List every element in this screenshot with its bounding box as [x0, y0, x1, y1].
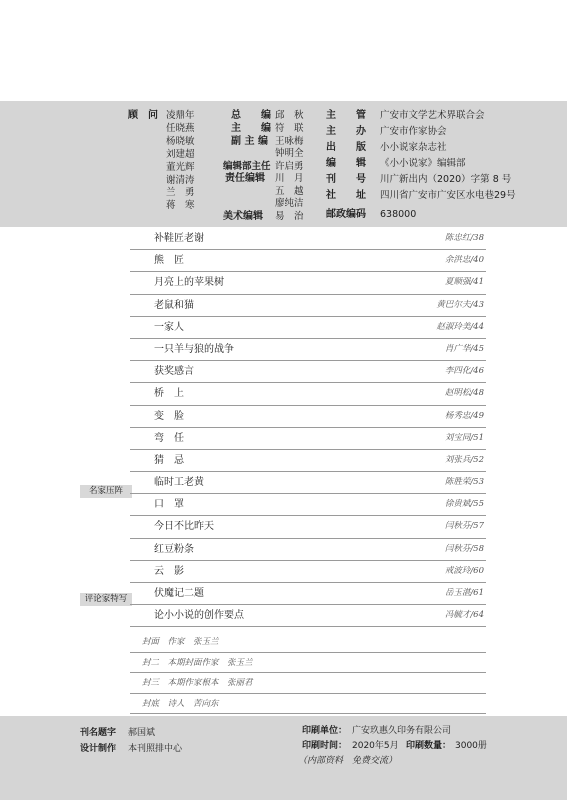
toc-author-page: 刘宝同/51: [444, 432, 484, 443]
info-value: 广安市作家协会: [380, 126, 447, 137]
cover-credit: 封底 诗人 苦向东: [130, 694, 486, 715]
toc-title: 获奖感言: [154, 366, 194, 378]
table-of-contents: [130, 228, 486, 627]
toc-author-page: 闫秋芬/58: [444, 543, 484, 554]
masthead: [0, 101, 567, 227]
role-name: 易 治: [275, 211, 304, 222]
advisor-label: 顾 问: [128, 110, 158, 121]
toc-author-page: 赵明松/48: [444, 388, 484, 399]
role-name: 王咏梅: [275, 136, 304, 147]
advisor-name: 谢清涛: [166, 174, 195, 186]
toc-item[interactable]: [130, 450, 486, 472]
toc-title: 论小小说的创作要点: [154, 610, 244, 622]
advisor-name: 凌鼎年: [166, 110, 195, 121]
role-label: 主 编: [231, 123, 271, 134]
toc-item[interactable]: [130, 583, 486, 605]
toc-title: 一只羊与狼的战争: [154, 343, 234, 355]
info-label: 主 管: [326, 110, 366, 121]
role-name: 廖纯洁: [275, 198, 304, 209]
toc-author-page: 刘张兵/52: [444, 454, 484, 465]
toc-author-page: 徐贵斌/55: [444, 499, 484, 510]
toc-author-page: 陈忠红/38: [444, 233, 484, 243]
advisor-name: 任晓燕: [166, 122, 195, 134]
toc-title: 临时工老黄: [154, 477, 204, 489]
print-time-value: 2020年5月: [352, 741, 399, 751]
toc-author-page: 岳玉湛/61: [444, 588, 484, 598]
toc-title: 红豆粉条: [154, 543, 194, 555]
info-label: 社 址: [326, 190, 366, 201]
toc-item[interactable]: [130, 605, 486, 627]
info-value: 广安市文学艺术界联合会: [380, 110, 485, 121]
toc-title: 今日不比昨天: [154, 521, 214, 533]
toc-author-page: 黄巴尔夫/43: [436, 299, 484, 310]
advisor-name: 蒋 寒: [166, 200, 195, 212]
advisor-name: 董光辉: [166, 161, 195, 173]
role-label: 编辑部主任: [223, 161, 271, 172]
toc-author-page: 闫秋芬/57: [444, 521, 484, 532]
toc-author-page: 夏顺强/41: [444, 277, 484, 288]
toc-item[interactable]: [130, 295, 486, 317]
toc-item[interactable]: [130, 339, 486, 361]
toc-item[interactable]: [130, 272, 486, 294]
toc-author-page: 肖广华/45: [444, 343, 484, 354]
title-inscription-value: 郝国斌: [128, 728, 156, 738]
print-time-label: 印刷时间：: [302, 741, 348, 751]
toc-author-page: 冯毓才/64: [444, 610, 484, 621]
toc-author-page: 李四化/46: [444, 366, 484, 377]
info-value: 《小小说家》编辑部: [380, 158, 466, 169]
info-value: 小小说家杂志社: [380, 142, 447, 153]
design-label: 设计制作: [80, 744, 117, 754]
toc-author-page: 杨秀忠/49: [444, 410, 484, 421]
toc-title: 老鼠和猫: [154, 299, 194, 311]
toc-author-page: 余洪忠/40: [444, 255, 484, 266]
print-qty-label: 印刷数量：: [406, 741, 452, 751]
cover-credit: 封二 本期封面作家 张玉兰: [130, 653, 486, 674]
advisor-list: [166, 110, 195, 213]
toc-item[interactable]: [130, 250, 486, 272]
toc-item[interactable]: [130, 494, 486, 516]
toc-item[interactable]: [130, 406, 486, 428]
toc-item[interactable]: [130, 428, 486, 450]
role-name: 邱 秋: [275, 110, 304, 121]
toc-title: 桥 上: [154, 388, 184, 400]
toc-author-page: 陈胜荣/53: [444, 477, 484, 488]
toc-title: 弯 任: [154, 432, 184, 444]
cover-credits: [130, 632, 486, 714]
role-name: 钟明全: [275, 148, 304, 159]
toc-title: 猜 忌: [154, 454, 184, 466]
info-value: 四川省广安市广安区水电巷29号: [380, 190, 516, 201]
advisor-name: 刘建超: [166, 148, 195, 160]
info-label: 主 办: [326, 126, 366, 137]
cover-credit: 封三 本期作家根本 张丽君: [130, 673, 486, 694]
toc-title: 伏魔记二题: [154, 588, 204, 599]
role-name: 五 越: [275, 186, 304, 197]
role-name: 许启勇: [275, 161, 304, 172]
print-unit-label: 印刷单位：: [302, 726, 348, 736]
toc-title: 补鞋匠老谢: [154, 233, 204, 244]
toc-title: 月亮上的苹果树: [154, 277, 224, 289]
role-label: 总 编: [231, 110, 271, 121]
toc-item[interactable]: [130, 228, 486, 250]
advisor-name: 兰 勇: [166, 187, 195, 199]
title-inscription-label: 刊名题字: [80, 728, 117, 738]
print-qty-value: 3000册: [455, 741, 487, 751]
info-label: 编 辑: [326, 158, 366, 169]
info-label: 出 版: [326, 142, 366, 153]
role-label: 美术编辑: [223, 211, 263, 222]
info-label: 邮政编码: [326, 209, 366, 220]
design-value: 本刊照排中心: [128, 744, 183, 754]
toc-item[interactable]: [130, 561, 486, 583]
cover-credit: 封面 作家 张玉兰: [130, 632, 486, 653]
footer: [0, 716, 567, 800]
toc-title: 熊 匠: [154, 255, 184, 267]
toc-title: 口 罩: [154, 499, 184, 511]
category-famous: 名家压阵: [80, 485, 132, 498]
info-label: 刊 号: [326, 174, 366, 185]
print-unit-value: 广安玖惠久印务有限公司: [352, 726, 452, 736]
role-name: 符 联: [275, 123, 304, 134]
role-name: 川 月: [275, 173, 304, 184]
toc-title: 一家人: [154, 321, 184, 333]
toc-item[interactable]: [130, 383, 486, 405]
toc-item[interactable]: [130, 539, 486, 561]
toc-item[interactable]: [130, 317, 486, 339]
info-value: 638000: [380, 209, 417, 220]
toc-item[interactable]: [130, 361, 486, 383]
info-value: 川广新出内（2020）字第 8 号: [380, 174, 512, 185]
category-critic: 评论家特写: [80, 593, 132, 606]
toc-author-page: 赵淑玲美/44: [436, 321, 484, 332]
toc-title: 云 影: [154, 565, 184, 577]
role-label: 副 主 编: [231, 136, 268, 147]
toc-item[interactable]: [130, 516, 486, 538]
toc-author-page: 戒波玲/60: [444, 565, 484, 576]
circulation-note: （内部资料 免费交流）: [298, 756, 398, 766]
advisor-name: 杨晓敏: [166, 135, 195, 147]
toc-item[interactable]: [130, 472, 486, 494]
role-label: 责任编辑: [225, 173, 265, 184]
toc-title: 变 脸: [154, 410, 184, 422]
